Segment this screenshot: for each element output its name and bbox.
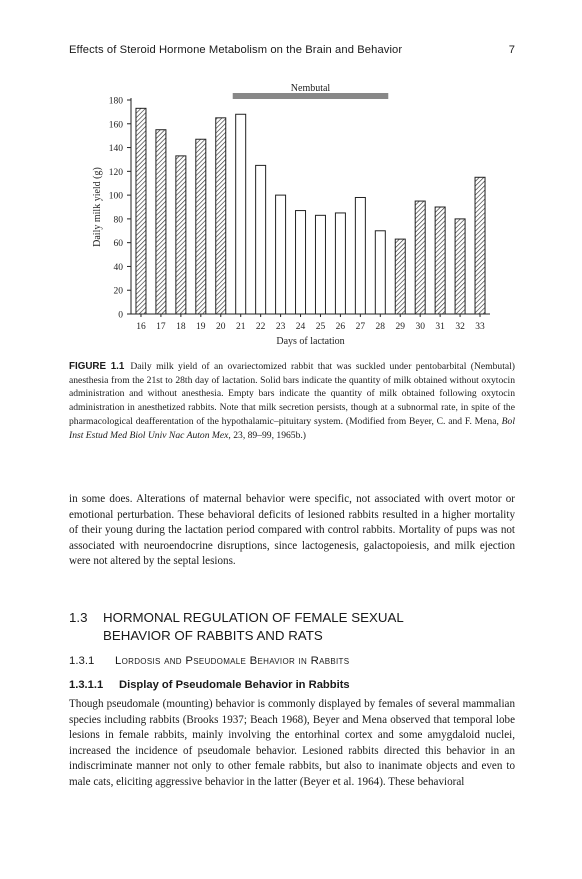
y-tick-label: 20 bbox=[113, 286, 123, 297]
y-tick-label: 100 bbox=[108, 191, 123, 202]
bar-day-21 bbox=[236, 114, 246, 314]
nembutal-annotation-label: Nembutal bbox=[290, 83, 331, 94]
bar-day-30 bbox=[415, 201, 425, 314]
x-tick-label: 25 bbox=[315, 322, 326, 332]
bar-day-18 bbox=[176, 156, 186, 314]
y-tick-label: 120 bbox=[108, 167, 123, 178]
bar-day-17 bbox=[156, 130, 166, 314]
bar-day-31 bbox=[435, 207, 445, 314]
subsection-heading bbox=[69, 655, 349, 667]
bar-day-29 bbox=[395, 239, 405, 314]
x-tick-label: 27 bbox=[355, 322, 366, 332]
running-title: Effects of Steroid Hormone Metabolism on the Brain and Behavior bbox=[69, 44, 403, 56]
page-number: 7 bbox=[508, 44, 515, 56]
bar-day-33 bbox=[475, 177, 485, 314]
x-tick-label: 31 bbox=[435, 322, 445, 332]
x-tick-label: 33 bbox=[475, 322, 485, 332]
section-title-line2: BEHAVIOR OF RABBITS AND RATS bbox=[103, 628, 323, 643]
x-tick-label: 20 bbox=[216, 322, 226, 332]
subsection-title: Lordosis and Pseudomale Behavior in Rabbits bbox=[115, 655, 350, 667]
x-tick-label: 16 bbox=[136, 322, 146, 332]
x-tick-label: 23 bbox=[275, 322, 286, 332]
section-heading bbox=[69, 609, 509, 645]
subsubsection-heading bbox=[69, 679, 350, 691]
caption-citation: Bol Inst Estud Med Biol Univ Nac Auton Mex bbox=[69, 415, 515, 441]
section-number: 1.3 bbox=[69, 610, 88, 625]
milk-yield-bar-chart bbox=[0, 0, 582, 360]
x-axis-label: Days of lactation bbox=[276, 336, 345, 347]
bar-day-25 bbox=[315, 215, 325, 314]
figure-label: FIGURE 1.1 bbox=[69, 361, 125, 372]
section-title-line1: HORMONAL REGULATION OF FEMALE SEXUAL bbox=[103, 610, 404, 625]
x-tick-label: 32 bbox=[455, 322, 465, 332]
caption-text: Daily milk yield of an ovariectomized rabbit that was suckled under pentobarbital (Nembutal) anesthesia from the 21st to 28th day of lactation. Solid bars indicate the quantity of milk obtained without oxytocin administration and without anesthesia. Empty bars indicate the quantity of milk obtained following oxytocin administration in anesthetized rabbits. Note that milk secretion persists, though at a subnormal rate, in spite of the pharmacological deafferentation of the hypothalamic–pituitary system. (Modified from Beyer, C. and F. Mena, bbox=[69, 361, 516, 427]
figure-caption bbox=[69, 360, 515, 442]
bar-day-26 bbox=[335, 213, 345, 314]
x-tick-label: 24 bbox=[295, 322, 306, 332]
subsubsection-title: Display of Pseudomale Behavior in Rabbits bbox=[119, 679, 350, 691]
bar-day-22 bbox=[256, 165, 266, 314]
bar-day-28 bbox=[375, 231, 385, 314]
bar-day-19 bbox=[196, 139, 206, 314]
y-tick-label: 180 bbox=[108, 96, 123, 107]
x-tick-label: 17 bbox=[156, 322, 166, 332]
x-tick-label: 28 bbox=[375, 322, 386, 332]
y-tick-label: 140 bbox=[108, 144, 123, 155]
bar-day-20 bbox=[216, 118, 226, 314]
y-tick-label: 60 bbox=[113, 239, 123, 250]
body-paragraph: Though pseudomale (mounting) behavior is commonly displayed by females of several mammalian species including rabbits (Brooks 1937; Beach 1968), Beyer and Mena observed that temporal lobe lesions in female rabbits, mainly involving the entorhinal cortex and some amygdaloid nuclei, increased the incidence of pseudomale behavior. Lesioned rabbits directed this behavior in an indiscriminate manner not only to other female rabbits, but also to inanimate objects and even to male cats, eliciting aggressive behavior in the latter (Beyer et al. 1964). These behavioral bbox=[69, 698, 515, 788]
body-paragraph: in some does. Alterations of maternal behavior were specific, not associated with overt motor or emotional perturbation. These behavioral deficits of lesioned rabbits resulted in a higher mortality of their young during the lactation period compared with control rabbits. Mortality of pups was not associated with neuroendocrine disruptions, since lactogenesis, galactopoiesis, and milk ejection were not altered by the septal lesions. bbox=[69, 493, 515, 568]
subsubsection-number: 1.3.1.1 bbox=[69, 679, 104, 691]
bar-day-23 bbox=[276, 195, 286, 314]
subsection-number: 1.3.1 bbox=[69, 655, 95, 667]
x-tick-label: 26 bbox=[335, 322, 346, 332]
y-tick-label: 40 bbox=[113, 262, 123, 273]
bar-day-24 bbox=[296, 211, 306, 314]
x-tick-label: 30 bbox=[415, 322, 425, 332]
caption-citation-end: , 23, 89–99, 1965b.) bbox=[228, 429, 306, 441]
y-tick-label: 160 bbox=[108, 120, 123, 131]
x-tick-label: 22 bbox=[255, 322, 266, 332]
x-tick-label: 21 bbox=[235, 322, 246, 332]
x-tick-label: 19 bbox=[196, 322, 206, 332]
bar-day-16 bbox=[136, 108, 146, 314]
y-axis-label: Daily milk yield (g) bbox=[92, 167, 103, 247]
bar-day-27 bbox=[355, 197, 365, 314]
x-tick-label: 29 bbox=[395, 322, 405, 332]
y-tick-label: 80 bbox=[113, 215, 123, 226]
y-tick-label: 0 bbox=[118, 310, 123, 321]
bar-day-32 bbox=[455, 219, 465, 314]
x-tick-label: 18 bbox=[176, 322, 186, 332]
